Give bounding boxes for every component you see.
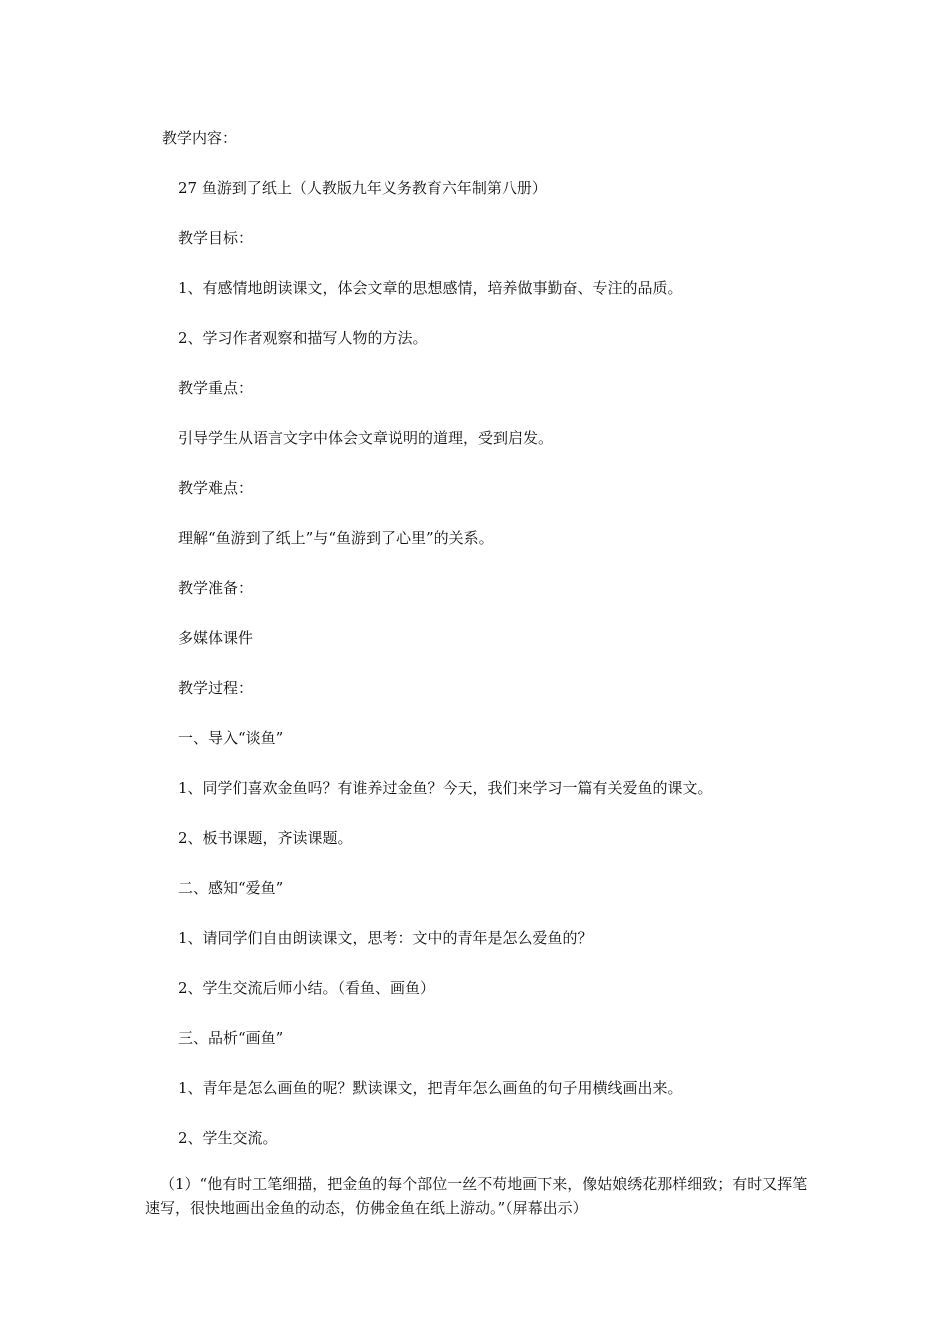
process-step-1-item-2: 2、板书课题，齐读课题。 — [178, 829, 353, 847]
section-heading-key-points: 教学重点： — [178, 379, 254, 397]
section-heading-content: 教学内容： — [162, 129, 238, 147]
process-step-3-heading: 三、品析“画鱼” — [178, 1029, 284, 1047]
process-step-3-item-2: 2、学生交流。 — [178, 1129, 278, 1147]
goal-item-2: 2、学习作者观察和描写人物的方法。 — [178, 329, 428, 347]
section-heading-preparation: 教学准备： — [178, 579, 254, 597]
process-step-3-item-1: 1、青年是怎么画鱼的呢？默读课文，把青年怎么画鱼的句子用横线画出来。 — [178, 1079, 683, 1097]
section-heading-difficulties: 教学难点： — [178, 479, 254, 497]
process-step-1-heading: 一、导入“谈鱼” — [178, 729, 284, 747]
process-step-2-heading: 二、感知“爱鱼” — [178, 879, 284, 897]
preparation-text: 多媒体课件 — [178, 629, 254, 647]
lesson-title: 27 鱼游到了纸上（人教版九年义务教育六年制第八册） — [178, 179, 547, 197]
section-heading-goals: 教学目标： — [178, 229, 254, 247]
goal-item-1: 1、有感情地朗读课文，体会文章的思想感情，培养做事勤奋、专注的品质。 — [178, 279, 683, 297]
process-step-1-item-1: 1、同学们喜欢金鱼吗？有谁养过金鱼？今天，我们来学习一篇有关爱鱼的课文。 — [178, 779, 713, 797]
difficulty-text: 理解“鱼游到了纸上”与“鱼游到了心里”的关系。 — [178, 529, 494, 547]
section-heading-process: 教学过程： — [178, 679, 254, 697]
process-step-2-item-2: 2、学生交流后师小结。（看鱼、画鱼） — [178, 979, 436, 997]
quoted-paragraph: （1）“他有时工笔细描，把金鱼的每个部位一丝不苟地画下来，像姑娘绣花那样细致；有时又挥笔速写，很快地画出金鱼的动态，仿佛金鱼在纸上游动。”（屏幕出示） — [145, 1175, 808, 1217]
key-point-text: 引导学生从语言文字中体会文章说明的道理，受到启发。 — [178, 429, 554, 447]
process-step-2-item-1: 1、请同学们自由朗读课文，思考：文中的青年是怎么爱鱼的？ — [178, 929, 593, 947]
